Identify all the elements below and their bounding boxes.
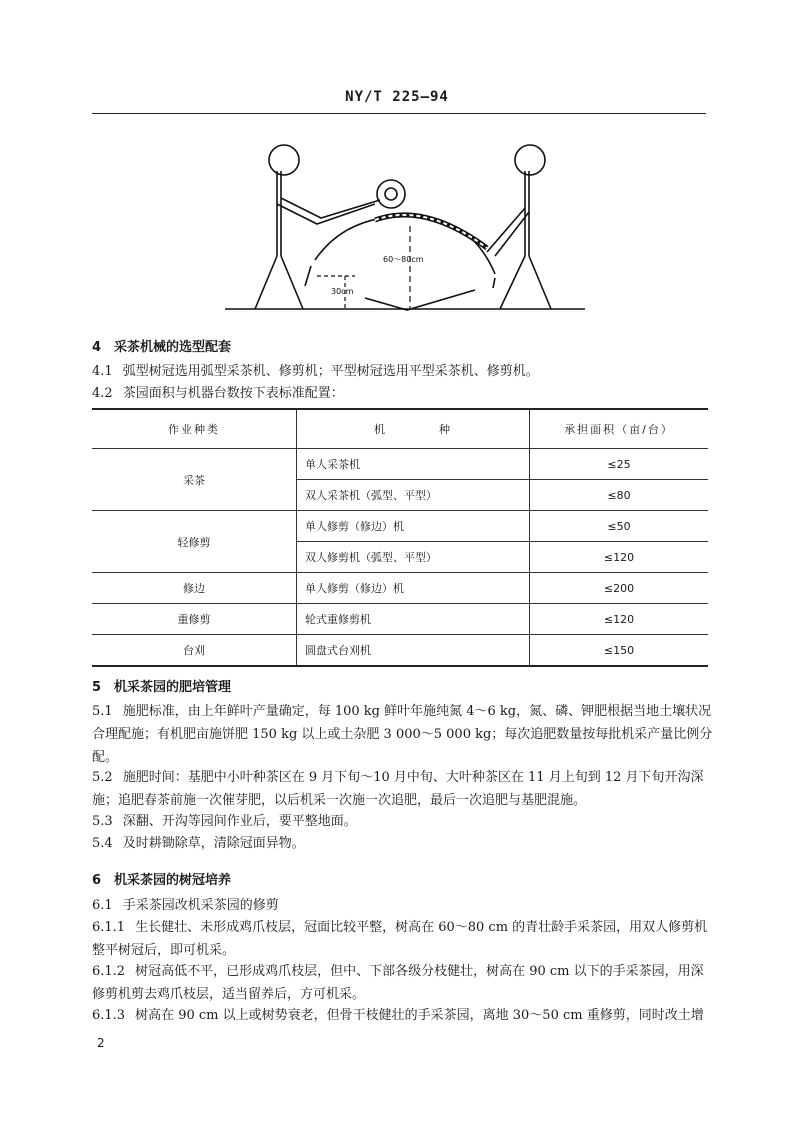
table-row (92, 604, 708, 635)
para-5-2: 5.2 施肥时间：基肥中小叶种茶区在 9 月下旬～10 月中旬、大叶种茶区在 11 月上旬到 12 月下旬开沟深施；追肥春茶前施一次催芽肥，以后机采一次施一次追肥，最后一次追肥与基肥混施。 (92, 770, 704, 808)
row-area: ≤200 (530, 573, 709, 604)
row-machine: 单人采茶机 (297, 449, 530, 480)
page-number: 2 (97, 1036, 105, 1050)
row-type: 重修剪 (92, 604, 297, 635)
para-4-2: 4.2 茶园面积与机器台数按下表标准配置： (92, 386, 344, 401)
left-operator-body (255, 171, 380, 309)
row-type: 轻修剪 (92, 511, 297, 573)
row-machine: 轮式重修剪机 (297, 604, 530, 635)
section-6-heading: 6 机采茶园的树冠培养 (92, 873, 232, 888)
para-6-1-2: 6.1.2 树冠高低不平，已形成鸡爪枝层，但中、下部各级分枝健壮，树高在 90 cm 以下的手采茶园，用深修剪机剪去鸡爪枝层，适当留养后，方可机采。 (92, 964, 704, 1002)
section-5-heading: 5 机采茶园的肥培管理 (92, 680, 232, 695)
row-machine: 单人修剪（修边）机 (297, 573, 530, 604)
table-row (92, 511, 708, 542)
col-header-machine: 机 种 (297, 409, 530, 449)
table-row (92, 573, 708, 604)
row-machine: 圆盘式台刈机 (297, 635, 530, 667)
row-area: ≤25 (530, 449, 709, 480)
col-header-type: 作业种类 (92, 409, 297, 449)
col-header-area: 承担面积（亩/台） (530, 409, 709, 449)
table-row (92, 635, 708, 667)
machine-motor (377, 180, 405, 208)
para-5-4: 5.4 及时耕锄除草，清除冠面异物。 (92, 836, 305, 851)
right-operator-head (515, 145, 545, 175)
tea-plucking-figure (225, 138, 585, 318)
row-type: 修边 (92, 573, 297, 604)
row-area: ≤150 (530, 635, 709, 667)
para-6-1-3: 6.1.3 树高在 90 cm 以上或树势衰老，但骨干枝健壮的手采茶园，离地 30～50 cm 重修剪，同时改土增 (92, 1008, 704, 1023)
para-5-3: 5.3 深翻、开沟等园间作业后，要平整地面。 (92, 814, 357, 829)
para-6-1: 6.1 手采茶园改机采茶园的修剪 (92, 898, 279, 913)
row-area: ≤120 (530, 604, 709, 635)
table-row (92, 449, 708, 480)
plucking-machine-blade (375, 215, 487, 248)
row-machine: 单人修剪（修边）机 (297, 511, 530, 542)
row-area: ≤50 (530, 511, 709, 542)
para-6-1-1: 6.1.1 生长健壮、未形成鸡爪枝层，冠面比较平整，树高在 60～80 cm 的青壮龄手采茶园，用双人修剪机整平树冠后，即可机采。 (92, 920, 708, 958)
para-4-1: 4.1 弧型树冠选用弧型采茶机、修剪机；平型树冠选用平型采茶机、修剪机。 (92, 364, 539, 379)
right-operator-body (487, 171, 551, 309)
row-machine: 双人修剪机（弧型、平型） (297, 542, 530, 573)
para-5-1: 5.1 施肥标准，由上年鲜叶产量确定，每 100 kg 鲜叶年施纯氮 4～6 kg，氮、磷、钾肥根据当地土壤状况合理配施；有机肥亩施饼肥 150 kg 以上或土杂肥 3 000～5 000 kg；每次追肥数量按每批机采产量比例分配。 (92, 704, 713, 765)
row-machine: 双人采茶机（弧型、平型） (297, 480, 530, 511)
tea-bush-canopy (315, 216, 495, 274)
header-rule (92, 113, 706, 114)
row-type: 台刈 (92, 635, 297, 667)
left-operator-head (269, 145, 299, 175)
cut-label: 30cm (331, 287, 354, 296)
row-area: ≤120 (530, 542, 709, 573)
machine-allocation-table (92, 408, 708, 667)
standard-code-header: NY/T 225—94 (345, 89, 449, 105)
height-label: 60～80cm (383, 255, 424, 264)
row-type: 采茶 (92, 449, 297, 511)
section-4-heading: 4 采茶机械的选型配套 (92, 340, 232, 355)
row-area: ≤80 (530, 480, 709, 511)
